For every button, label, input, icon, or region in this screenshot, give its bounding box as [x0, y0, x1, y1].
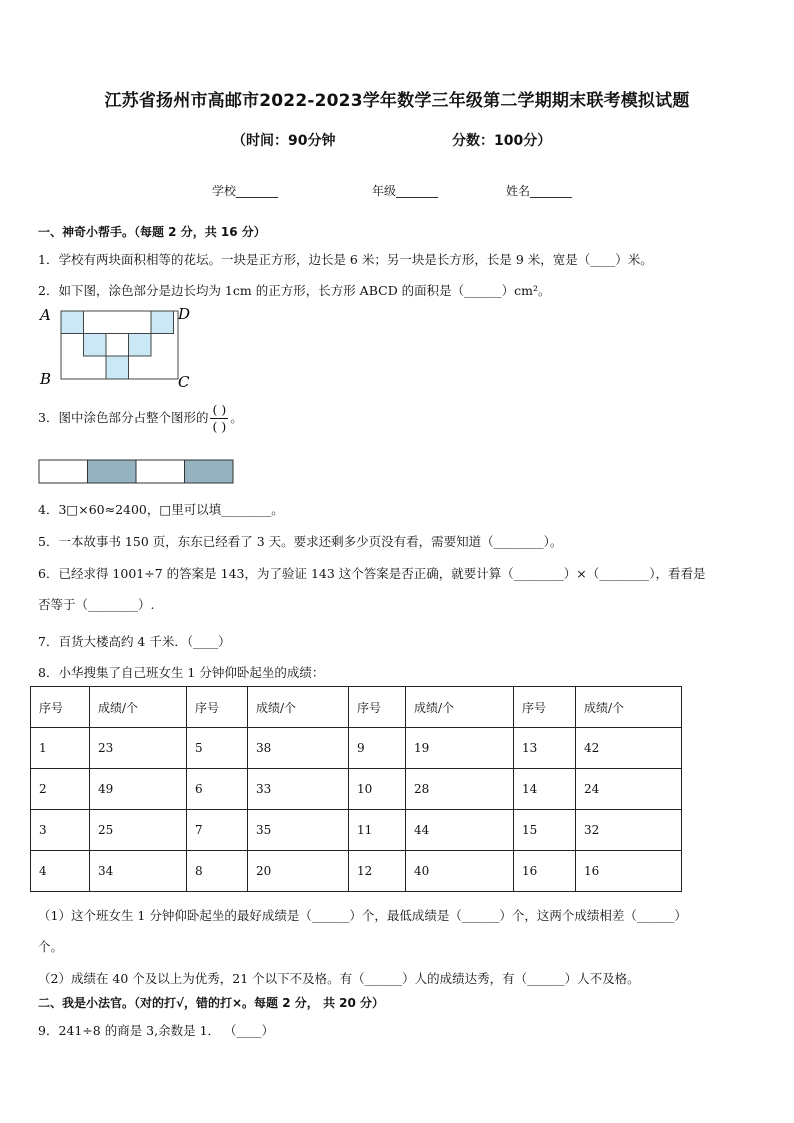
question-6-line-1: 6．已经求得 1001÷7 的答案是 143，为了验证 143 这个答案是否正确，就要计算（________）×（________），看看是 — [38, 566, 706, 581]
vertex-label-c: C — [178, 373, 190, 391]
table-cell: 6 — [187, 769, 248, 810]
table-header-cell: 成绩/个 — [406, 687, 514, 728]
exam-title: 江苏省扬州市高邮市2022-2023学年数学三年级第二学期期末联考模拟试题 — [104, 91, 690, 111]
table-cell: 10 — [349, 769, 406, 810]
shaded-square — [129, 334, 152, 357]
table-header-cell: 序号 — [349, 687, 406, 728]
table-cell: 16 — [576, 851, 682, 892]
school-field: 学校_______ — [212, 184, 279, 198]
question-8-part-1-line-1: （1）这个班女生 1 分钟仰卧起坐的最好成绩是（______）个，最低成绩是（______）个，这两个成绩相差（______） — [38, 908, 687, 923]
shaded-square — [151, 311, 174, 334]
table-header-cell: 成绩/个 — [576, 687, 682, 728]
shaded-square — [84, 334, 107, 357]
table-header-row — [31, 687, 682, 728]
table-cell: 33 — [248, 769, 349, 810]
table-row — [31, 728, 682, 769]
table-cell: 23 — [90, 728, 187, 769]
section-1-heading: 一、神奇小帮手。（每题 2 分，共 16 分） — [38, 225, 266, 239]
question-3-suffix: 。 — [230, 410, 243, 425]
table-cell: 7 — [187, 810, 248, 851]
vertex-label-a: A — [40, 306, 51, 324]
table-cell: 12 — [349, 851, 406, 892]
table-cell: 5 — [187, 728, 248, 769]
table-cell: 38 — [248, 728, 349, 769]
fraction-denominator: ( ) — [212, 419, 227, 434]
table-header-cell: 序号 — [514, 687, 576, 728]
table-cell: 44 — [406, 810, 514, 851]
rectangle-abcd-figure — [36, 303, 206, 391]
grade-field: 年级_______ — [372, 184, 439, 198]
table-header-cell: 成绩/个 — [248, 687, 349, 728]
question-5: 5．一本故事书 150 页，东东已经看了 3 天。要求还剩多少页没有看，需要知道（________）。 — [38, 534, 563, 549]
table-cell: 19 — [406, 728, 514, 769]
table-cell: 15 — [514, 810, 576, 851]
table-cell: 3 — [31, 810, 90, 851]
table-cell: 40 — [406, 851, 514, 892]
table-cell: 9 — [349, 728, 406, 769]
table-row — [31, 769, 682, 810]
table-cell: 16 — [514, 851, 576, 892]
question-7: 7．百货大楼高约 4 千米．（____） — [38, 634, 231, 649]
table-cell: 11 — [349, 810, 406, 851]
exam-time: （时间：90分钟 — [232, 133, 336, 149]
question-4: 4．3□×60≈2400，□里可以填________。 — [38, 502, 284, 517]
scores-table — [30, 686, 682, 892]
vertex-label-b: B — [40, 370, 52, 388]
table-cell: 4 — [31, 851, 90, 892]
strip-figure — [38, 459, 236, 485]
table-cell: 20 — [248, 851, 349, 892]
table-cell: 8 — [187, 851, 248, 892]
question-8-part-2: （2）成绩在 40 个及以上为优秀，21 个以下不及格。有（______）人的成绩达秀，有（______）人不及格。 — [38, 971, 640, 986]
exam-score: 分数：100分） — [452, 133, 552, 149]
table-row — [31, 810, 682, 851]
table-header-cell: 成绩/个 — [90, 687, 187, 728]
table-cell: 42 — [576, 728, 682, 769]
fraction-blank — [210, 402, 228, 435]
table-cell: 13 — [514, 728, 576, 769]
section-2-heading: 二、我是小法官。（对的打√，错的打×。每题 2 分， 共 20 分） — [38, 996, 384, 1010]
table-cell: 28 — [406, 769, 514, 810]
question-3 — [38, 402, 243, 435]
name-field: 姓名_______ — [506, 184, 573, 198]
table-cell: 34 — [90, 851, 187, 892]
table-cell: 35 — [248, 810, 349, 851]
shaded-square — [106, 356, 129, 379]
table-cell: 1 — [31, 728, 90, 769]
table-row — [31, 851, 682, 892]
table-cell: 25 — [90, 810, 187, 851]
vertex-label-d: D — [178, 305, 191, 323]
table-header-cell: 序号 — [31, 687, 90, 728]
shaded-square — [61, 311, 84, 334]
table-header-cell: 序号 — [187, 687, 248, 728]
fraction-numerator: ( ) — [212, 402, 227, 417]
question-8: 8．小华搜集了自己班女生 1 分钟仰卧起坐的成绩： — [38, 665, 325, 680]
table-cell: 49 — [90, 769, 187, 810]
question-8-part-1-line-2: 个。 — [38, 939, 64, 954]
table-cell: 32 — [576, 810, 682, 851]
question-9: 9．241÷8 的商是 3,余数是 1． （____） — [38, 1023, 275, 1038]
question-3-prefix: 3．图中涂色部分占整个图形的 — [38, 410, 209, 425]
question-2: 2．如下图，涂色部分是边长均为 1cm 的正方形，长方形 ABCD 的面积是（______）cm²。 — [38, 283, 551, 298]
table-cell: 24 — [576, 769, 682, 810]
question-6-line-2: 否等于（________）. — [38, 597, 155, 612]
question-1: 1．学校有两块面积相等的花坛。一块是正方形，边长是 6 米；另一块是长方形，长是 9 米，宽是（____）米。 — [38, 252, 653, 267]
table-cell: 14 — [514, 769, 576, 810]
table-cell: 2 — [31, 769, 90, 810]
